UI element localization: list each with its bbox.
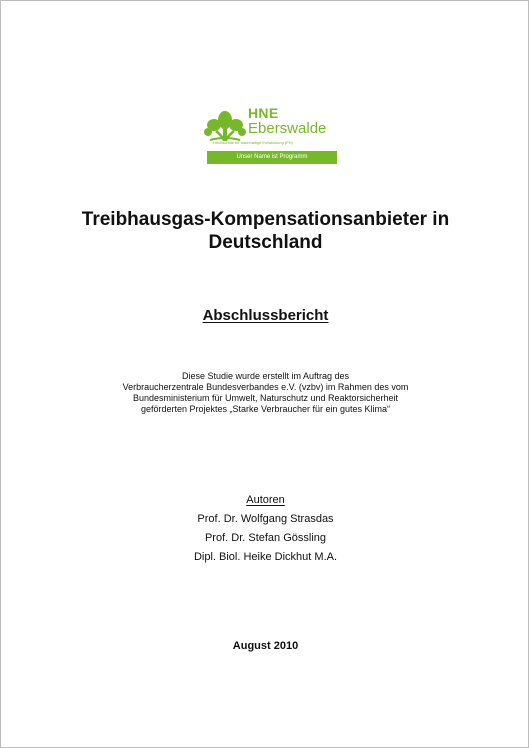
author-name: Prof. Dr. Stefan Gössling — [204, 532, 327, 544]
report-type-label: Abschlussbericht — [202, 307, 329, 324]
title-line-1: Treibhausgas-Kompensationsanbieter in — [81, 209, 450, 230]
report-type-heading — [1, 307, 529, 325]
commission-line-1: Diese Studie wurde erstellt im Auftrag des — [181, 371, 350, 381]
logo-eberswalde-text: Eberswalde — [248, 120, 327, 137]
commission-statement — [1, 371, 529, 415]
commission-line-3: Bundesministerium für Umwelt, Naturschutz und Reaktorsicherheit — [132, 393, 399, 403]
authors-section — [1, 491, 529, 567]
publication-date: August 2010 — [232, 640, 299, 652]
logo-hne-text: HNE — [248, 105, 279, 121]
author-name: Prof. Dr. Wolfgang Strasdas — [197, 513, 334, 525]
commission-line-2: Verbraucherzentrale Bundesverbandes e.V. (vzbv) im Rahmen des vom — [122, 382, 409, 392]
author-name: Dipl. Biol. Heike Dickhut M.A. — [193, 551, 338, 563]
authors-heading: Autoren — [246, 494, 285, 506]
logo-subtitle: Hochschule für nachhaltige Entwicklung (FH) — [213, 140, 293, 145]
document-title — [1, 208, 529, 254]
hne-eberswalde-logo — [204, 104, 337, 168]
logo-slogan-bar: Unser Name ist Programm — [207, 151, 337, 164]
commission-line-4: geförderten Projektes „Starke Verbraucher für ein gutes Klima“ — [140, 404, 391, 414]
title-line-2: Deutschland — [208, 232, 323, 253]
